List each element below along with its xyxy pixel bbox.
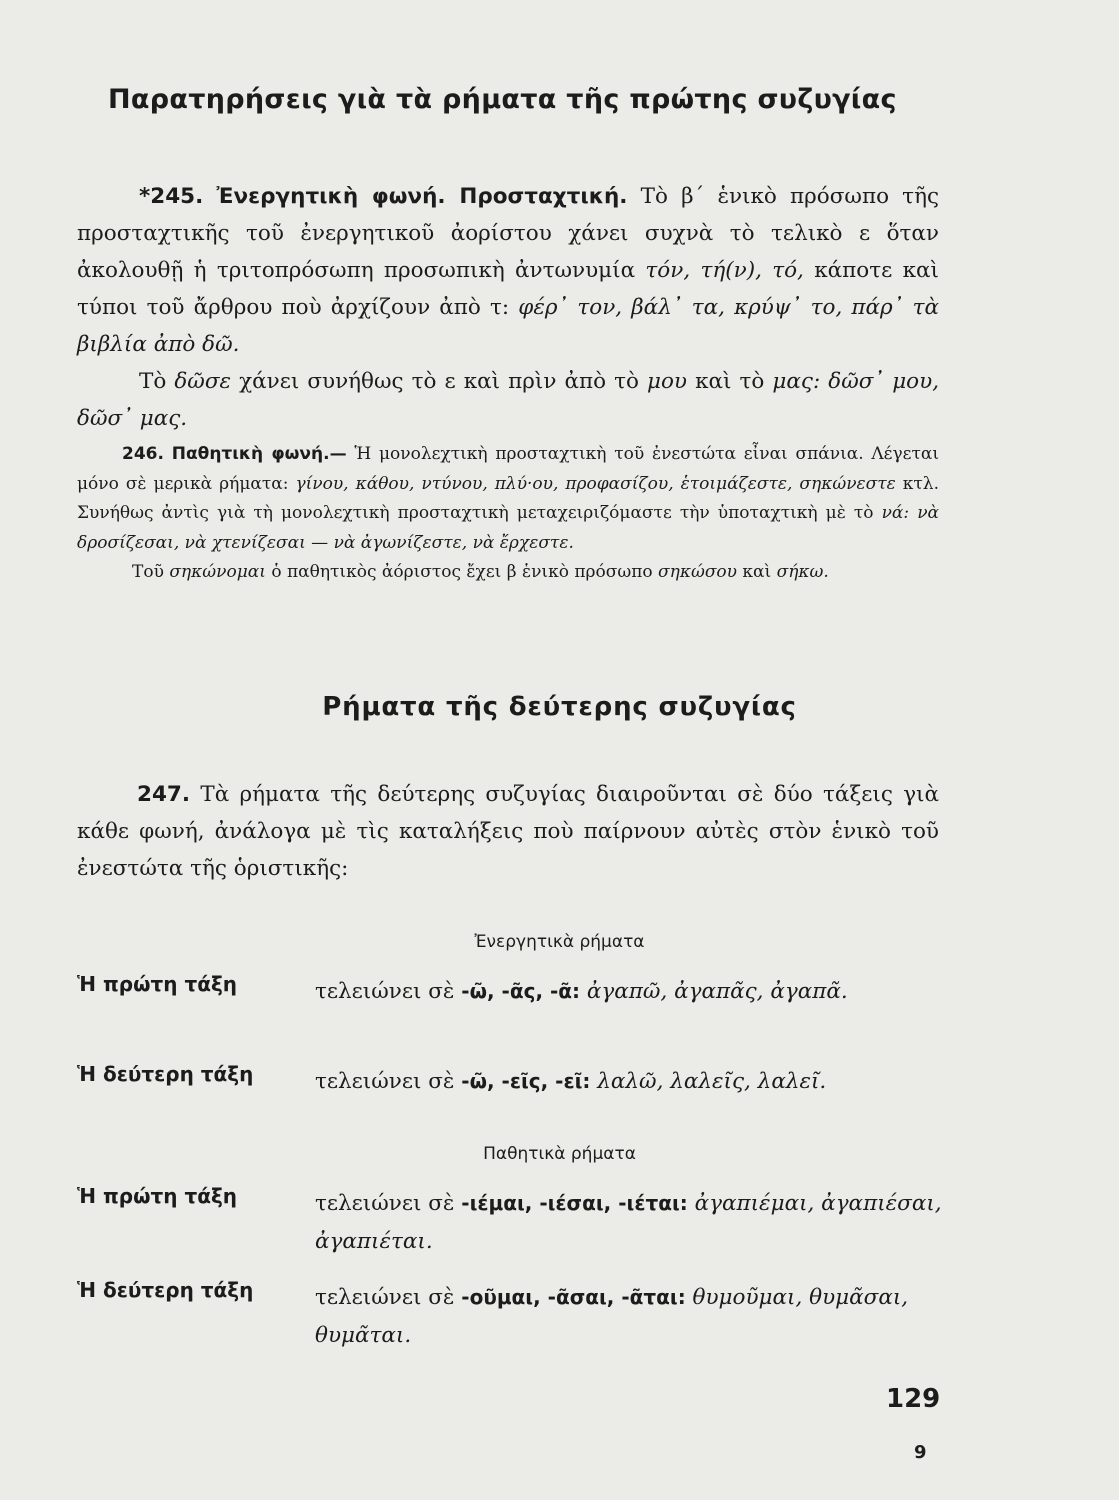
row-endings: -ιέμαι, -ιέσαι, -ιέται: <box>461 1191 688 1215</box>
signature-mark: 9 <box>914 1442 927 1463</box>
row-endings: -ῶ, -εῖς, -εῖ: <box>461 1069 591 1093</box>
subjunctive-examples: νὰ δροσίζεσαι, νὰ χτενίζεσαι — νὰ ἀγωνίζεστε, νὰ ἔρχεστε. <box>77 503 940 553</box>
verb-examples: δῶσ᾽ μου, δῶσ᾽ μας. <box>77 369 940 431</box>
caption-passive-verbs: Παθητικὰ ρήματα <box>483 1144 636 1164</box>
row-lead: τελειώνει σὲ <box>315 1191 455 1216</box>
row-examples: θυμοῦμαι, θυμᾶσαι, θυμᾶται. <box>315 1285 909 1348</box>
text-fragment: καὶ <box>742 562 772 582</box>
pronoun-example: μας: <box>772 369 821 394</box>
row-examples: ἀγαπῶ, ἀγαπᾶς, ἀγαπᾶ. <box>586 979 848 1004</box>
paragraph-247 <box>77 776 939 887</box>
particle-example: νά: <box>881 503 910 523</box>
verb-example: δῶσε <box>174 369 232 394</box>
verb-example: σηκώσου <box>658 562 738 582</box>
paragraph-title: Ἐνεργητικὴ φωνή. Προσταχτική. <box>216 184 628 209</box>
text-fragment: Τοῦ <box>132 562 164 582</box>
row-endings: -οῦμαι, -ᾶσαι, -ᾶται: <box>461 1285 686 1309</box>
caption-active-verbs: Ἐνεργητικὰ ρήματα <box>474 932 645 952</box>
paragraph-number: 246. <box>122 444 164 464</box>
paragraph-number: *245. <box>139 184 204 209</box>
paragraph-text: Ἡ μονολεχτικὴ προσταχτικὴ τοῦ ἐνεστώτα εἶναι σπάνια. Λέγεται μόνο σὲ μερικὰ ρήματα: <box>77 444 940 494</box>
text-fragment: Τὸ <box>139 369 167 394</box>
row-examples: λαλῶ, λαλεῖς, λαλεῖ. <box>597 1069 827 1094</box>
paragraph-title: Παθητικὴ φωνή.— <box>171 444 347 464</box>
row-text <box>315 1062 947 1101</box>
section-heading-first-conjugation: Παρατηρήσεις γιὰ τὰ ρήματα τῆς πρώτης συζυγίας <box>108 84 897 115</box>
paragraph-text-2: κάποτε καὶ τύποι τοῦ ἄρθρου ποὺ ἀρχίζουν ἀπὸ τ: <box>77 258 939 320</box>
paragraph-245 <box>77 178 939 437</box>
imperative-examples: φέρ᾽ τον, βάλ᾽ τα, κρύψ᾽ το, πάρ᾽ τὰ βιβλία ἀπὸ δῶ. <box>77 295 939 357</box>
pronoun-examples: τόν, τή(ν), τό, <box>645 258 804 283</box>
row-label: Ἡ δεύτερη τάξη <box>77 1062 254 1086</box>
row-endings: -ῶ, -ᾶς, -ᾶ: <box>461 979 581 1003</box>
paragraph-text: Τὰ ρήματα τῆς δεύτερης συζυγίας διαιροῦνται σὲ δύο τάξεις γιὰ κάθε φωνή, ἀνάλογα μὲ τὶς καταλήξεις ποὺ παίρνουν αὐτὲς στὸν ἑνικὸ τοῦ ἐνεστώτα τῆς ὁριστικῆς: <box>77 782 939 881</box>
row-label: Ἡ πρώτη τάξη <box>77 1184 238 1208</box>
row-label: Ἡ δεύτερη τάξη <box>77 1278 254 1302</box>
row-lead: τελειώνει σὲ <box>315 1285 455 1310</box>
row-text <box>315 1278 947 1355</box>
row-text <box>315 972 947 1011</box>
verb-examples: γίνου, κάθου, ντύνου, πλύ·ου, προφασίζου, ἑτοιμάζεστε, σηκώνεστε <box>295 473 896 494</box>
paragraph-text-2: κτλ. Συνήθως ἀντὶς γιὰ τὴ μονολεχτικὴ προσταχτικὴ μεταχειριζόμαστε τὴν ὑποταχτικὴ μὲ τὸ <box>77 473 939 523</box>
paragraph-text: Τὸ β΄ ἑνικὸ πρόσωπο τῆς προσταχτικῆς τοῦ ἐνεργητικοῦ ἀορίστου χάνει συχνὰ τὸ τελικὸ ε ὅταν ἀκολουθῇ ἡ τριτοπρόσωπη προσωπικὴ ἀντωνυμία <box>77 184 939 283</box>
row-label: Ἡ πρώτη τάξη <box>77 972 238 996</box>
paragraph-246 <box>77 440 939 588</box>
row-lead: τελειώνει σὲ <box>315 979 455 1004</box>
section-heading-second-conjugation: Ρήματα τῆς δεύτερης συζυγίας <box>322 692 797 722</box>
text-fragment: χάνει συνήθως τὸ ε καὶ πρὶν ἀπὸ τὸ <box>239 369 639 394</box>
page-number: 129 <box>886 1384 941 1414</box>
pronoun-example: μου <box>647 369 687 394</box>
text-fragment: καὶ τὸ <box>695 369 765 394</box>
verb-example: σήκω. <box>776 562 829 582</box>
row-text <box>315 1184 947 1261</box>
row-lead: τελειώνει σὲ <box>315 1069 455 1094</box>
paragraph-number: 247. <box>137 782 191 807</box>
text-fragment: ὁ παθητικὸς ἀόριστος ἔχει β ἑνικὸ πρόσωπο <box>271 562 653 582</box>
verb-example: σηκώνομαι <box>169 562 266 582</box>
row-examples: ἀγαπιέμαι, ἀγαπιέσαι, ἀγαπιέται. <box>315 1191 942 1254</box>
